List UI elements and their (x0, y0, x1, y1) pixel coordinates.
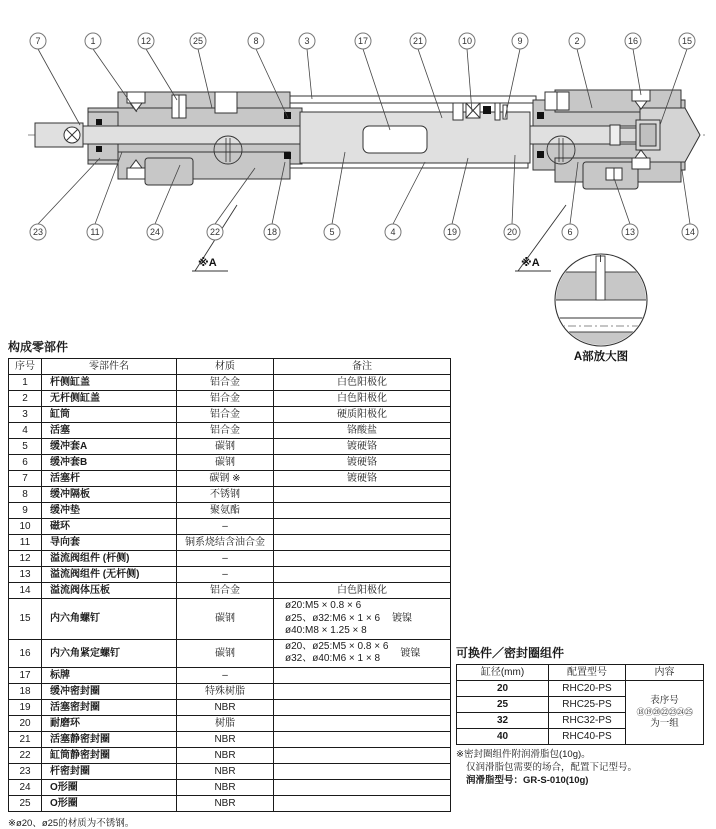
svg-text:8: 8 (253, 36, 259, 47)
kit-bore-cell: 32 (457, 713, 549, 729)
svg-text:16: 16 (627, 36, 639, 47)
parts-table-cell: 20 (9, 715, 42, 731)
parts-table-cell: 缓冲垫 (42, 503, 177, 519)
left-foot-block (145, 158, 193, 185)
callout-1 (85, 33, 137, 112)
parts-table-cell: 不锈钢 (177, 487, 274, 503)
relief-valve-rod-side (172, 95, 186, 118)
svg-text:18: 18 (266, 227, 278, 238)
callout-7 (30, 33, 80, 125)
parts-table-cell-remark (274, 551, 451, 567)
callout-9 (505, 33, 528, 118)
callout-16 (625, 33, 641, 95)
parts-table-row (9, 639, 451, 667)
parts-footnote: ※ø20、ø25的材质为不锈钢。 (8, 817, 135, 829)
parts-table-cell-remark (274, 699, 451, 715)
svg-text:1: 1 (90, 36, 96, 47)
parts-table-cell: 树脂 (177, 715, 274, 731)
parts-table-cell: 25 (9, 795, 42, 811)
parts-table-cell: 溢流阀组件 (无杆侧) (42, 567, 177, 583)
svg-text:15: 15 (681, 36, 693, 47)
kit-bore-cell: 40 (457, 729, 549, 745)
kit-model-cell: RHC20-PS (549, 681, 626, 697)
section-marker-a-right (515, 205, 566, 271)
parts-table-cell-remark: ø20、ø25:M5 × 0.8 × 6 ø32、ø40:M6 × 1 × 8 镀镍 (274, 639, 451, 667)
svg-text:6: 6 (567, 227, 573, 238)
parts-table-row (9, 715, 451, 731)
parts-table-row (9, 503, 451, 519)
parts-table-cell: 22 (9, 747, 42, 763)
parts-table-row (9, 779, 451, 795)
parts-table-cell: 缓冲密封圈 (42, 683, 177, 699)
kit-bore-cell: 20 (457, 681, 549, 697)
kit-model-cell: RHC32-PS (549, 713, 626, 729)
parts-table-cell: O形圈 (42, 795, 177, 811)
svg-text:25: 25 (192, 36, 204, 47)
parts-table-cell: NBR (177, 763, 274, 779)
kit-table-row (457, 681, 704, 697)
parts-table-cell: 1 (9, 375, 42, 391)
parts-table-cell: NBR (177, 699, 274, 715)
svg-text:9: 9 (517, 36, 523, 47)
svg-text:23: 23 (32, 227, 44, 238)
nameplate-slot (363, 126, 427, 153)
parts-table-cell: 18 (9, 683, 42, 699)
kit-table-title: 可换件／密封圈组件 (456, 646, 565, 660)
parts-table-cell: 标牌 (42, 667, 177, 683)
parts-table-row (9, 391, 451, 407)
kit-bore-cell: 25 (457, 697, 549, 713)
parts-table-cell-remark: 白色阳极化 (274, 375, 451, 391)
parts-table-row (9, 407, 451, 423)
kit-footnotes (456, 749, 703, 787)
rod-wrench-flat-mark (64, 127, 80, 143)
parts-table-cell: – (177, 551, 274, 567)
parts-table-cell: 10 (9, 519, 42, 535)
parts-table-cell: 7 (9, 471, 42, 487)
callout-11 (87, 152, 122, 240)
parts-table-cell-remark (274, 747, 451, 763)
svg-text:11: 11 (90, 227, 100, 238)
parts-table-cell: 碳钢 ※ (177, 471, 274, 487)
parts-table-cell: 内六角螺钉 (42, 599, 177, 640)
parts-table-cell: 活塞杆 (42, 471, 177, 487)
parts-table-row (9, 487, 451, 503)
parts-table-row (9, 519, 451, 535)
parts-table-cell: 21 (9, 731, 42, 747)
parts-table-row (9, 747, 451, 763)
parts-table-row (9, 731, 451, 747)
parts-table-row (9, 439, 451, 455)
parts-table-cell: 15 (9, 599, 42, 640)
parts-list-section (8, 338, 450, 829)
parts-table-cell: – (177, 667, 274, 683)
parts-table-cell: 19 (9, 699, 42, 715)
parts-table-cell: 溢流阀组件 (杆侧) (42, 551, 177, 567)
parts-table-cell: 铜系烧结含油合金 (177, 535, 274, 551)
parts-table-header-row (9, 359, 451, 375)
parts-table-cell: O形圈 (42, 779, 177, 795)
callout-19 (444, 158, 468, 240)
parts-table-row (9, 423, 451, 439)
parts-table-cell: 缸筒静密封圈 (42, 747, 177, 763)
parts-table-body (9, 375, 451, 812)
svg-text:14: 14 (684, 227, 696, 238)
parts-table-cell-remark: 白色阳极化 (274, 583, 451, 599)
col-header-remark: 备注 (274, 359, 451, 375)
parts-table-cell: 3 (9, 407, 42, 423)
svg-text:22: 22 (209, 227, 221, 238)
parts-table-cell: 5 (9, 439, 42, 455)
seal-kit-section (456, 644, 703, 787)
kit-content-cell: 表序号 ⑱⑲⑳㉒㉓㉔㉕ 为一组 (626, 681, 704, 745)
parts-table-cell: 无杆侧缸盖 (42, 391, 177, 407)
parts-table-cell: 23 (9, 763, 42, 779)
parts-table-cell-remark (274, 731, 451, 747)
kit-footnote-2: 仅润滑脂包需要的场合，配置下记型号。 (466, 761, 638, 773)
parts-table-cell: 13 (9, 567, 42, 583)
cylinder-diagram-svg (0, 0, 716, 370)
parts-table-cell-remark (274, 567, 451, 583)
parts-table-cell: 铝合金 (177, 407, 274, 423)
parts-table-cell-remark (274, 519, 451, 535)
parts-table-row (9, 583, 451, 599)
kit-model-cell: RHC25-PS (549, 697, 626, 713)
parts-table-cell: 缸筒 (42, 407, 177, 423)
parts-table-cell: 6 (9, 455, 42, 471)
callout-4 (385, 162, 425, 240)
parts-table-cell: 11 (9, 535, 42, 551)
parts-table-cell: 12 (9, 551, 42, 567)
parts-table-row (9, 599, 451, 640)
kit-footnote-1: ※密封圈组件附润滑脂包(10g)。 (456, 749, 591, 760)
svg-text:7: 7 (35, 36, 41, 47)
parts-table-cell: 聚氨酯 (177, 503, 274, 519)
parts-table-cell-remark: 白色阳极化 (274, 391, 451, 407)
parts-table-cell-remark: ø20:M5 × 0.8 × 6 ø25、ø32:M6 × 1 × 6 ø40:M8 × 1.25 × 8 镀镍 (274, 599, 451, 640)
parts-table-cell: 溢流阀体压板 (42, 583, 177, 599)
parts-table-row (9, 795, 451, 811)
parts-table-cell-remark: 镀硬铬 (274, 439, 451, 455)
parts-table-cell: NBR (177, 747, 274, 763)
parts-table-row (9, 535, 451, 551)
svg-text:3: 3 (304, 36, 310, 47)
parts-table-cell: 8 (9, 487, 42, 503)
svg-text:13: 13 (624, 227, 636, 238)
parts-table-row (9, 455, 451, 471)
parts-table-cell-remark (274, 715, 451, 731)
parts-table-cell: 缓冲套B (42, 455, 177, 471)
parts-table-cell-remark (274, 683, 451, 699)
parts-table-cell: – (177, 519, 274, 535)
parts-table-cell: 碳钢 (177, 439, 274, 455)
svg-text:17: 17 (357, 36, 369, 47)
parts-table-row (9, 471, 451, 487)
parts-table-cell: 铝合金 (177, 391, 274, 407)
parts-table-cell: 缓冲隔板 (42, 487, 177, 503)
parts-table-cell-remark: 铬酸盐 (274, 423, 451, 439)
parts-table-cell-remark (274, 535, 451, 551)
callout-14 (682, 170, 698, 240)
parts-table-cell: 杆侧缸盖 (42, 375, 177, 391)
parts-table-cell-remark (274, 667, 451, 683)
svg-text:19: 19 (446, 227, 458, 238)
kit-table-body (457, 681, 704, 745)
parts-table-cell: NBR (177, 731, 274, 747)
parts-table-cell: 16 (9, 639, 42, 667)
svg-text:4: 4 (390, 227, 396, 238)
parts-table-cell-remark: 硬质阳极化 (274, 407, 451, 423)
piston-head-parts (453, 103, 507, 120)
callout-12 (138, 33, 177, 100)
svg-text:10: 10 (461, 36, 473, 47)
parts-table-row (9, 763, 451, 779)
parts-table-cell: 2 (9, 391, 42, 407)
svg-text:5: 5 (329, 227, 335, 238)
parts-table-cell: 14 (9, 583, 42, 599)
parts-table-cell-remark: 镀硬铬 (274, 471, 451, 487)
rod-side-port (215, 92, 237, 113)
parts-table-row (9, 375, 451, 391)
parts-table-cell: 导向套 (42, 535, 177, 551)
section-marker-label-right: ※A (521, 257, 540, 269)
parts-table-cell-remark (274, 779, 451, 795)
parts-table-cell: NBR (177, 779, 274, 795)
svg-text:2: 2 (574, 36, 580, 47)
parts-table-cell-remark: 镀硬铬 (274, 455, 451, 471)
parts-table-row (9, 667, 451, 683)
cylinder-tube-top-wall (256, 96, 536, 103)
kit-grease-model: 润滑脂型号：GR-S-010(10g) (466, 774, 589, 786)
parts-table-cell: 特殊树脂 (177, 683, 274, 699)
parts-table-cell: 24 (9, 779, 42, 795)
parts-table-cell-remark (274, 487, 451, 503)
parts-table-cell: 17 (9, 667, 42, 683)
callout-21 (410, 33, 442, 118)
parts-table-cell: 耐磨环 (42, 715, 177, 731)
parts-table-cell: 内六角紧定螺钉 (42, 639, 177, 667)
seal-kit-table (456, 664, 704, 745)
callout-3 (299, 33, 315, 99)
parts-table-cell: 活塞密封圈 (42, 699, 177, 715)
parts-table-cell-remark (274, 795, 451, 811)
parts-table-cell: – (177, 567, 274, 583)
parts-table-cell: 缓冲套A (42, 439, 177, 455)
parts-table-cell: NBR (177, 795, 274, 811)
parts-table-row (9, 551, 451, 567)
cylinder-section-diagram (0, 0, 716, 370)
parts-table-cell: 铝合金 (177, 583, 274, 599)
parts-table-cell: 杆密封圈 (42, 763, 177, 779)
svg-text:12: 12 (140, 36, 152, 47)
detail-view-a (552, 252, 650, 363)
kit-col-model: 配置型号 (549, 665, 626, 681)
svg-text:24: 24 (149, 227, 161, 238)
parts-table-cell: 9 (9, 503, 42, 519)
kit-col-content: 内容 (626, 665, 704, 681)
parts-table-cell: 碳钢 (177, 639, 274, 667)
col-header-material: 材质 (177, 359, 274, 375)
kit-model-cell: RHC40-PS (549, 729, 626, 745)
parts-table-cell: 铝合金 (177, 423, 274, 439)
section-marker-label-left: ※A (198, 257, 217, 269)
parts-table-cell: 碳钢 (177, 455, 274, 471)
detail-view-label: A部放大图 (573, 351, 629, 363)
parts-table-cell: 磁环 (42, 519, 177, 535)
parts-table-cell-remark (274, 763, 451, 779)
parts-table-row (9, 683, 451, 699)
col-header-name: 零部件名 (42, 359, 177, 375)
parts-table-cell-remark (274, 503, 451, 519)
parts-table-cell: 活塞 (42, 423, 177, 439)
kit-table-header-row (457, 665, 704, 681)
svg-text:21: 21 (412, 36, 424, 47)
parts-table-cell: 4 (9, 423, 42, 439)
kit-col-bore: 缸径(mm) (457, 665, 549, 681)
parts-table-cell: 铝合金 (177, 375, 274, 391)
parts-table-cell: 碳钢 (177, 599, 274, 640)
parts-table-row (9, 699, 451, 715)
parts-table-cell: 活塞静密封圈 (42, 731, 177, 747)
svg-text:20: 20 (506, 227, 518, 238)
col-header-no: 序号 (9, 359, 42, 375)
parts-table (8, 358, 451, 812)
parts-table-row (9, 567, 451, 583)
parts-table-title: 构成零部件 (8, 340, 69, 354)
